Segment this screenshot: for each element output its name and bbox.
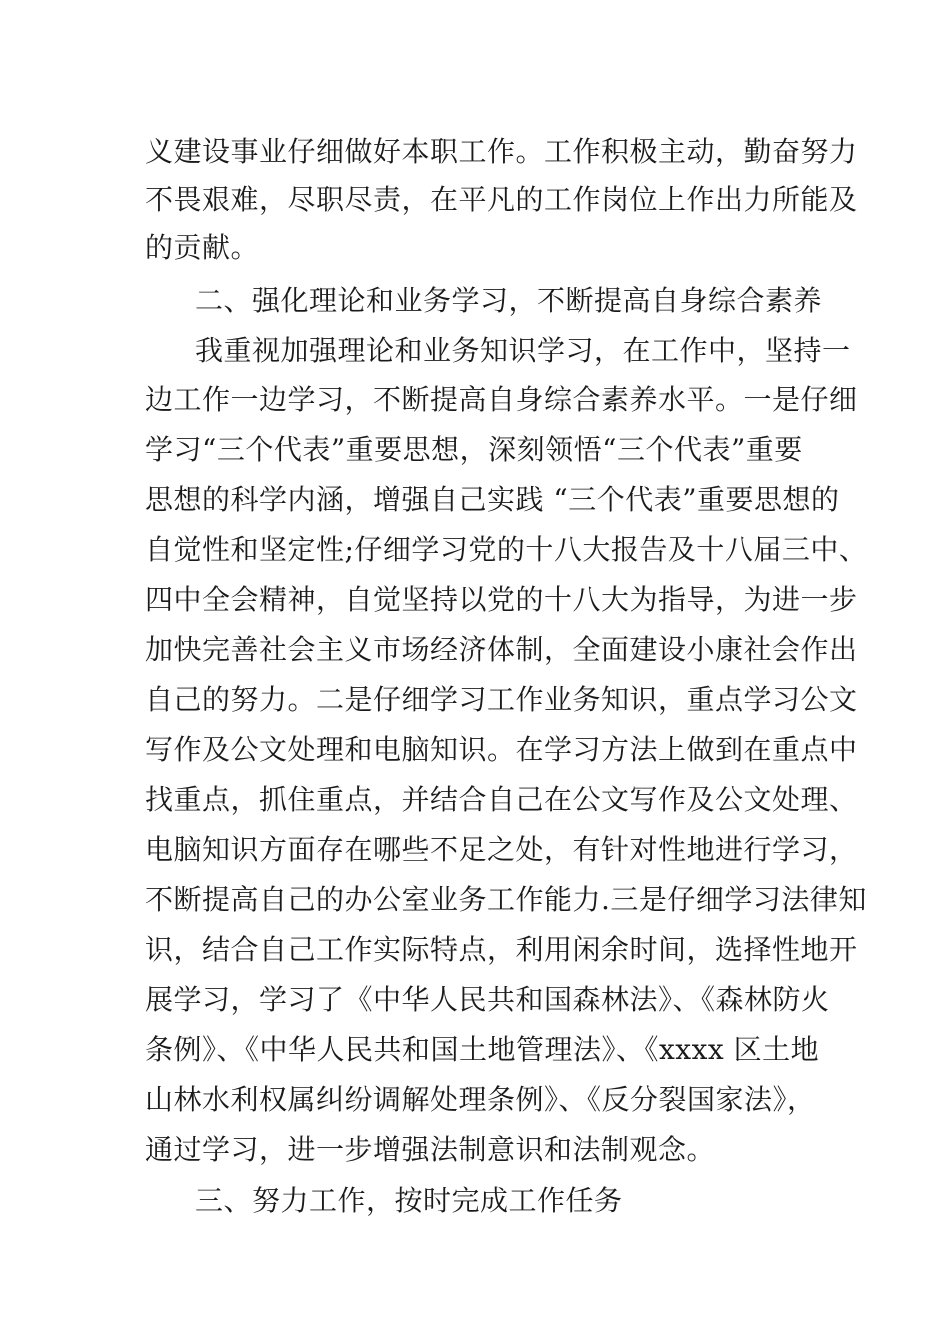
text-line: 不断提高自己的办公室业务工作能力.三是仔细学习法律知 [145, 883, 867, 916]
text-line: 学习“三个代表”重要思想，深刻领悟“三个代表”重要 [145, 433, 803, 466]
text-line: 加快完善社会主义市场经济体制，全面建设小康社会作出 [145, 633, 858, 666]
text-line: 的贡献。 [145, 231, 260, 264]
text-line: 条例》、《中华人民共和国土地管理法》、《xxxx 区土地 [145, 1033, 820, 1066]
text-line: 识，结合自己工作实际特点，利用闲余时间，选择性地开 [145, 933, 858, 966]
text-line: 写作及公文处理和电脑知识。在学习方法上做到在重点中 [145, 733, 858, 766]
text-line: 通过学习，进一步增强法制意识和法制观念。 [145, 1133, 716, 1166]
text-line: 我重视加强理论和业务知识学习，在工作中，坚持一 [195, 334, 851, 367]
text-line: 边工作一边学习，不断提高自身综合素养水平。一是仔细 [145, 383, 858, 416]
text-line: 自己的努力。二是仔细学习工作业务知识，重点学习公文 [145, 683, 858, 716]
text-line: 找重点，抓住重点，并结合自己在公文写作及公文处理、 [145, 783, 858, 816]
text-line: 思想的科学内涵，增强自己实践 “三个代表”重要思想的 [145, 483, 840, 516]
text-line: 自觉性和坚定性;仔细学习党的十八大报告及十八届三中、 [145, 533, 868, 566]
text-line: 义建设事业仔细做好本职工作。工作积极主动，勤奋努力 [145, 135, 858, 168]
section-heading: 三、努力工作，按时完成工作任务 [195, 1184, 623, 1217]
text-line: 四中全会精神，自觉坚持以党的十八大为指导，为进一步 [145, 583, 858, 616]
text-line: 电脑知识方面存在哪些不足之处，有针对性地进行学习， [145, 833, 858, 866]
text-line: 展学习，学习了《中华人民共和国森林法》、《森林防火 [145, 983, 830, 1016]
text-line: 不畏艰难，尽职尽责，在平凡的工作岗位上作出力所能及 [145, 183, 858, 216]
text-line: 山林水利权属纠纷调解处理条例》、《反分裂国家法》， [145, 1083, 816, 1116]
section-heading: 二、强化理论和业务学习，不断提高自身综合素养 [195, 284, 823, 317]
